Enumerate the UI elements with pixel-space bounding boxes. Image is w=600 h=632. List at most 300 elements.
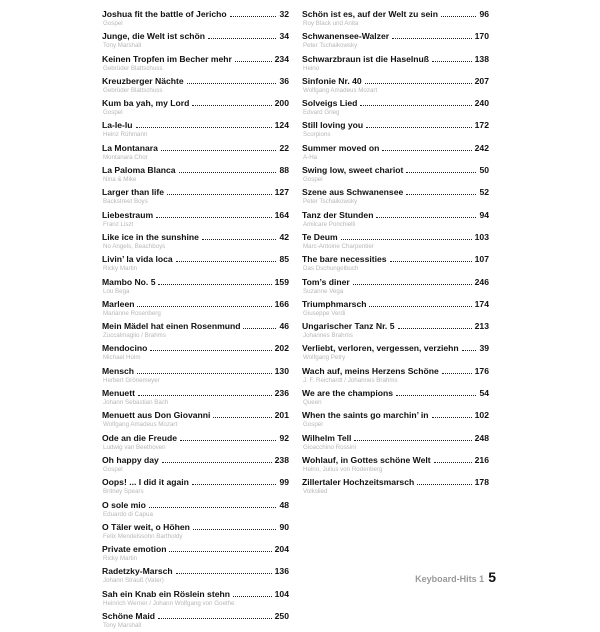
song-author: Tony Marshall (103, 622, 142, 630)
toc-entry-line (302, 276, 489, 288)
song-author: Johann Strauß (Vater) (103, 577, 164, 585)
dot-leader (417, 476, 471, 485)
dot-leader (158, 610, 272, 619)
song-author: Franz Liszt (103, 220, 134, 228)
song-author: Roy Black und Anita (303, 20, 359, 27)
song-author: Marianne Rosenberg (103, 309, 161, 317)
dot-leader (167, 186, 272, 195)
dot-leader (213, 409, 271, 418)
song-page-number: 204 (274, 544, 289, 555)
song-page-number: 240 (474, 98, 489, 109)
song-author: Wolfgang Petry (303, 354, 346, 362)
song-author: Gospel (103, 465, 123, 473)
song-page-number: 94 (479, 209, 489, 220)
song-page-number: 236 (274, 388, 289, 399)
toc-column-right (302, 8, 489, 499)
toc-entry (302, 298, 489, 320)
dot-leader (150, 342, 271, 351)
toc-entry-line (102, 565, 289, 577)
song-title: Wilhelm Tell (302, 432, 352, 443)
song-author: Gospel (303, 176, 323, 184)
toc-entry-line (302, 209, 489, 221)
song-title: Private emotion (102, 544, 167, 555)
toc-entry-line (102, 298, 289, 310)
song-page-number: 127 (274, 187, 289, 198)
dot-leader (192, 476, 277, 485)
dot-leader (406, 186, 476, 195)
toc-entry-line (102, 610, 289, 622)
dot-leader (398, 320, 472, 329)
toc-entry (102, 30, 289, 52)
song-page-number: 107 (474, 254, 489, 265)
song-author: Heinz Rühmann (103, 131, 148, 139)
song-page-number: 124 (274, 120, 289, 131)
toc-entry-line (302, 119, 489, 131)
song-author: No Angels, Beachboys (103, 242, 166, 250)
toc-entry-line (102, 119, 289, 131)
song-title: We are the champions (302, 388, 394, 399)
song-page-number: 36 (279, 75, 289, 86)
song-page-number: 34 (279, 31, 289, 42)
song-author: Peter Tschaikowsky (303, 42, 358, 50)
dot-leader (354, 432, 471, 441)
toc-entry-line (102, 75, 289, 87)
song-page-number: 104 (274, 588, 289, 599)
toc-entry (102, 298, 289, 320)
dot-leader (137, 365, 272, 374)
song-page-number: 172 (474, 120, 489, 131)
song-page-number: 90 (279, 521, 289, 532)
song-title: Szene aus Schwanensee (302, 187, 404, 198)
song-page-number: 242 (474, 142, 489, 153)
song-page-number: 176 (474, 365, 489, 376)
toc-entry (102, 565, 289, 587)
song-title: La-le-lu (102, 120, 133, 131)
song-author: Ricky Martin (103, 555, 138, 563)
song-page-number: 54 (479, 388, 489, 399)
song-page-number: 32 (279, 9, 289, 19)
song-page-number: 200 (274, 98, 289, 109)
song-title: The bare necessities (302, 254, 387, 265)
toc-entry-line (302, 8, 489, 20)
song-author: Michael Holm (103, 354, 141, 362)
toc-entry-line (302, 454, 489, 466)
toc-entry (302, 53, 489, 75)
toc-entry (102, 186, 289, 208)
toc-entry (102, 209, 289, 231)
song-author: A-Ha (303, 153, 318, 161)
dot-leader (360, 97, 471, 106)
toc-entry-line (102, 164, 289, 176)
toc-column-left (102, 8, 289, 632)
toc-entry (302, 186, 489, 208)
song-title: Triumphmarsch (302, 298, 367, 309)
toc-entry-line (102, 276, 289, 288)
toc-entry (302, 30, 489, 52)
toc-entry-line (302, 186, 489, 198)
toc-entry-line (102, 320, 289, 332)
song-author: Amilcare Ponchielli (303, 220, 356, 228)
toc-entry (102, 454, 289, 476)
toc-entry (102, 164, 289, 186)
song-title: Solveigs Lied (302, 98, 358, 109)
dot-leader (169, 543, 271, 552)
dot-leader (434, 454, 472, 463)
page-footer (415, 569, 496, 585)
toc-entry-line (102, 365, 289, 377)
song-page-number: 216 (474, 454, 489, 465)
dot-leader (162, 454, 272, 463)
song-title: Mein Mädel hat einen Rosenmund (102, 321, 241, 332)
song-title: Mambo No. 5 (102, 276, 156, 287)
song-page-number: 136 (274, 566, 289, 577)
toc-entry (302, 119, 489, 141)
page-number: 5 (488, 569, 496, 585)
toc-entry-line (302, 432, 489, 444)
song-page-number: 50 (479, 165, 489, 176)
song-title: Schön ist es, auf der Welt zu sein (302, 9, 438, 19)
toc-entry (302, 8, 489, 30)
toc-entry-line (302, 97, 489, 109)
dot-leader (230, 8, 277, 17)
toc-entry-line (302, 253, 489, 265)
toc-entry-line (302, 231, 489, 243)
song-title: Kum ba yah, my Lord (102, 98, 190, 109)
song-title: Sah ein Knab ein Röslein stehn (102, 588, 230, 599)
dot-leader (161, 142, 277, 151)
song-title: Still loving you (302, 120, 364, 131)
song-author: Johannes Brahms (303, 332, 353, 340)
toc-entry-line (102, 231, 289, 243)
toc-entry-line (102, 387, 289, 399)
toc-entry-line (302, 164, 489, 176)
song-title: La Paloma Blanca (102, 165, 176, 176)
song-page-number: 202 (274, 343, 289, 354)
toc-entry (302, 75, 489, 97)
song-author: Zuccalmaglio / Brahms (103, 332, 166, 340)
dot-leader (138, 387, 272, 396)
toc-entry (302, 164, 489, 186)
song-author: Gioacchino Rossini (303, 443, 356, 451)
song-page-number: 164 (274, 209, 289, 220)
song-title: Mendocino (102, 343, 148, 354)
dot-leader (376, 209, 476, 218)
song-title: Liebestraum (102, 209, 154, 220)
song-author: Lou Bega (103, 287, 130, 295)
song-author: Nina & Mike (103, 176, 137, 184)
song-page-number: 207 (474, 75, 489, 86)
toc-entry-line (102, 8, 289, 20)
song-page-number: 213 (474, 321, 489, 332)
song-page-number: 92 (279, 432, 289, 443)
toc-entry-line (102, 142, 289, 154)
song-title: Marleen (102, 298, 135, 309)
dot-leader (235, 53, 272, 62)
toc-entry (302, 454, 489, 476)
song-author: Heinrich Werner / Johann Wolfgang von Goethe (103, 599, 235, 607)
song-author: Giuseppe Verdi (303, 309, 346, 317)
toc-entry-line (102, 209, 289, 221)
song-page-number: 246 (474, 276, 489, 287)
dot-leader (156, 209, 272, 218)
toc-entry (102, 97, 289, 119)
song-author: Britney Spears (103, 488, 144, 496)
toc-entry (302, 276, 489, 298)
dot-leader (366, 119, 472, 128)
toc-entry (102, 387, 289, 409)
dot-leader (392, 30, 472, 39)
toc-entry (102, 588, 289, 610)
toc-entry-line (102, 253, 289, 265)
toc-entry (102, 119, 289, 141)
song-page-number: 22 (279, 142, 289, 153)
toc-entry (302, 365, 489, 387)
dot-leader (187, 75, 277, 84)
toc-entry-line (302, 298, 489, 310)
dot-leader (179, 164, 277, 173)
song-page-number: 48 (279, 499, 289, 510)
toc-entry (102, 320, 289, 342)
toc-entry (302, 320, 489, 342)
song-author: Edvard Grieg (303, 109, 340, 117)
dot-leader (158, 276, 271, 285)
toc-entry (102, 521, 289, 543)
song-author: Ludwig van Beethoven (103, 443, 166, 451)
song-author: Wolfgang Amadeus Mozart (103, 421, 178, 429)
toc-entry (102, 499, 289, 521)
song-author: Ricky Martin (103, 265, 138, 273)
song-title: When the saints go marchin’ in (302, 410, 429, 421)
toc-entry-line (302, 409, 489, 421)
toc-entry-line (102, 30, 289, 42)
song-page-number: 248 (474, 432, 489, 443)
song-author: Gebrüder Blattschuss (103, 86, 163, 94)
song-page-number: 166 (274, 298, 289, 309)
song-page-number: 96 (479, 9, 489, 19)
dot-leader (136, 119, 272, 128)
dot-leader (442, 365, 472, 374)
toc-entry (102, 231, 289, 253)
toc-entry-line (102, 543, 289, 555)
song-title: Schwarzbraun ist die Haselnuß (302, 53, 430, 64)
dot-leader (192, 97, 271, 106)
dot-leader (202, 231, 276, 240)
toc-entry (302, 432, 489, 454)
song-page-number: 46 (279, 321, 289, 332)
toc-entry (102, 342, 289, 364)
song-author: Felix Mendelssohn Bartholdy (103, 532, 183, 540)
toc-entry-line (102, 53, 289, 65)
song-title: Tom’s diner (302, 276, 350, 287)
dot-leader (432, 409, 472, 418)
song-title: Keinen Tropfen im Becher mehr (102, 53, 232, 64)
song-page-number: 159 (274, 276, 289, 287)
book-title: Keyboard-Hits 1 (415, 574, 485, 584)
toc-entry-line (102, 432, 289, 444)
song-author: J. F. Reichardt / Johannes Brahms (303, 376, 398, 384)
song-page-number: 130 (274, 365, 289, 376)
toc-entry (302, 209, 489, 231)
song-title: Menuett (102, 388, 135, 399)
dot-leader (396, 387, 476, 396)
song-title: Livin’ la vida loca (102, 254, 173, 265)
toc-entry (102, 409, 289, 431)
song-title: Schwanensee-Walzer (302, 31, 390, 42)
dot-leader (176, 253, 277, 262)
toc-entry (102, 8, 289, 30)
toc-entry (102, 276, 289, 298)
song-title: O Täler weit, o Höhen (102, 521, 190, 532)
song-title: Te Deum (302, 231, 338, 242)
song-author: Volkslied (303, 488, 328, 496)
song-title: Ungarischer Tanz Nr. 5 (302, 321, 395, 332)
song-author: Heino, Julius von Rodenberg (303, 465, 383, 473)
song-title: Oops! ... I did it again (102, 477, 189, 488)
song-page-number: 52 (479, 187, 489, 198)
song-page-number: 178 (474, 477, 489, 488)
toc-entry-line (102, 454, 289, 466)
toc-entry-line (102, 588, 289, 600)
song-title: Sinfonie Nr. 40 (302, 75, 362, 86)
toc-entry (102, 610, 289, 632)
dot-leader (149, 499, 277, 508)
toc-entry (302, 476, 489, 498)
song-author: Peter Tschaikowsky (303, 198, 358, 206)
toc-entry-line (102, 521, 289, 533)
song-author: Johann Sebastian Bach (103, 399, 169, 407)
toc-entry-line (302, 476, 489, 488)
song-author: Gebrüder Blattschuss (103, 64, 163, 72)
toc-entry-line (302, 142, 489, 154)
song-page-number: 88 (279, 165, 289, 176)
song-author: Backstreet Boys (103, 198, 148, 206)
song-author: Queen (303, 399, 322, 407)
dot-leader (365, 75, 472, 84)
song-title: La Montanara (102, 142, 158, 153)
toc-entry (102, 365, 289, 387)
song-page-number: 102 (474, 410, 489, 421)
dot-leader (233, 588, 272, 597)
song-title: Tanz der Stunden (302, 209, 374, 220)
song-page-number: 170 (474, 31, 489, 42)
song-title: Verliebt, verloren, vergessen, verziehn (302, 343, 459, 354)
toc-entry (302, 342, 489, 364)
song-page-number: 138 (474, 53, 489, 64)
song-title: Joshua fit the battle of Jericho (102, 9, 227, 19)
song-page-number: 250 (274, 611, 289, 622)
dot-leader (369, 298, 471, 307)
song-author: Wolfgang Amadeus Mozart (303, 86, 378, 94)
song-author: Heino (303, 64, 320, 72)
song-page-number: 85 (279, 254, 289, 265)
song-page-number: 42 (279, 231, 289, 242)
song-author: Gospel (103, 20, 123, 27)
song-page-number: 201 (274, 410, 289, 421)
toc-entry (302, 231, 489, 253)
toc-entry (102, 75, 289, 97)
toc-entry-line (302, 387, 489, 399)
toc-entry-line (102, 186, 289, 198)
toc-entry (102, 142, 289, 164)
song-page-number: 39 (479, 343, 489, 354)
song-author: Das Dschungelbuch (303, 265, 359, 273)
song-page-number: 238 (274, 454, 289, 465)
song-page-number: 103 (474, 231, 489, 242)
song-author: Gospel (303, 421, 323, 429)
song-page-number: 174 (474, 298, 489, 309)
toc-entry-line (102, 499, 289, 511)
toc-entry-line (102, 476, 289, 488)
toc-entry-line (302, 365, 489, 377)
dot-leader (243, 320, 276, 329)
toc-entry (102, 432, 289, 454)
song-author: Herbert Grönemeyer (103, 376, 160, 384)
song-title: Ode an die Freude (102, 432, 177, 443)
song-author: Eduardo di Capua (103, 510, 153, 518)
toc-entry-line (302, 53, 489, 65)
song-title: Swing low, sweet chariot (302, 165, 404, 176)
song-title: Kreuzberger Nächte (102, 75, 184, 86)
song-title: Mensch (102, 365, 134, 376)
song-author: Tony Marshall (103, 42, 142, 50)
toc-entry-line (102, 97, 289, 109)
toc-entry (102, 53, 289, 75)
toc-entry (302, 253, 489, 275)
song-page-number: 99 (279, 477, 289, 488)
song-title: Radetzky-Marsch (102, 566, 173, 577)
dot-leader (176, 565, 272, 574)
toc-entry (302, 142, 489, 164)
song-title: O sole mio (102, 499, 146, 510)
toc-entry-line (302, 30, 489, 42)
toc-entry (302, 387, 489, 409)
toc-entry (302, 409, 489, 431)
song-page-number: 234 (274, 53, 289, 64)
dot-leader (441, 8, 476, 17)
song-title: Larger than life (102, 187, 165, 198)
toc-entry-line (302, 75, 489, 87)
dot-leader (406, 164, 476, 173)
song-title: Oh happy day (102, 454, 159, 465)
song-author: Suzanne Vega (303, 287, 344, 295)
dot-leader (390, 253, 472, 262)
song-title: Wach auf, meins Herzens Schöne (302, 365, 439, 376)
toc-entry-line (102, 342, 289, 354)
toc-entry-line (302, 320, 489, 332)
dot-leader (462, 342, 477, 351)
toc-entry (102, 476, 289, 498)
song-author: Montanara Chor (103, 153, 148, 161)
dot-leader (208, 30, 276, 39)
song-title: Schöne Maid (102, 611, 156, 622)
dot-leader (432, 53, 472, 62)
dot-leader (137, 298, 271, 307)
dot-leader (193, 521, 277, 530)
song-title: Summer moved on (302, 142, 380, 153)
song-title: Zillertaler Hochzeitsmarsch (302, 477, 415, 488)
song-author: Marc-Antoine Charpentier (303, 242, 374, 250)
toc-entry-line (102, 409, 289, 421)
toc-entry (302, 97, 489, 119)
toc-entry (102, 543, 289, 565)
song-title: Menuett aus Don Giovanni (102, 410, 211, 421)
song-title: Junge, die Welt ist schön (102, 31, 205, 42)
dot-leader (341, 231, 472, 240)
dot-leader (382, 142, 471, 151)
song-title: Wohlauf, in Gottes schöne Welt (302, 454, 431, 465)
song-author: Gospel (103, 109, 123, 117)
toc-entry (102, 253, 289, 275)
